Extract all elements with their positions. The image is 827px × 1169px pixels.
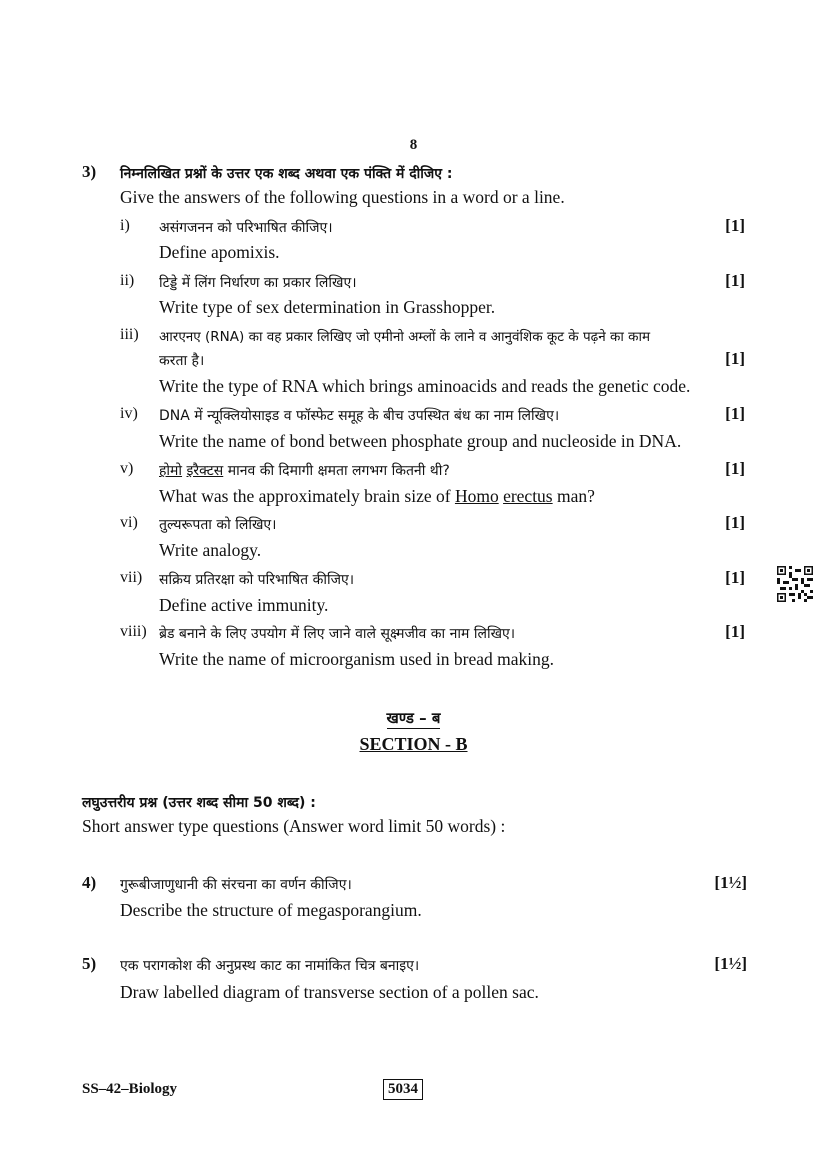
item-marks: [1] xyxy=(725,271,745,290)
item-english: Write type of sex determination in Grasshopper. xyxy=(159,297,496,317)
item-hindi-line2: करता है। xyxy=(159,353,205,369)
question-english: Give the answers of the following questions in a word or a line. xyxy=(120,187,565,207)
item-roman: iii) xyxy=(120,326,139,343)
hindi-genus-homo: होमो xyxy=(159,463,183,479)
section-title-hindi: खण्ड – ब xyxy=(386,709,441,727)
question-hindi: गुरूबीजाणुधानी की संरचना का वर्णन कीजिए। xyxy=(120,877,352,893)
item-marks: [1] xyxy=(725,349,745,368)
item-hindi: DNA में न्यूक्लियोसाइड व फॉस्फेट समूह के बीच उपस्थित बंध का नाम लिखिए। xyxy=(159,408,560,424)
item-marks: [1] xyxy=(725,459,745,478)
qr-code-icon xyxy=(777,566,813,602)
item-hindi: असंगजनन को परिभाषित कीजिए। xyxy=(159,220,333,236)
hindi-rest: मानव की दिमागी क्षमता लगभग कितनी थी? xyxy=(227,463,450,479)
footer-paper-code: SS–42–Biology xyxy=(82,1081,178,1097)
item-marks: [1] xyxy=(725,513,745,532)
item-hindi: सक्रिय प्रतिरक्षा को परिभाषित कीजिए। xyxy=(159,572,355,588)
item-english: Define apomixis. xyxy=(159,242,280,262)
item-english: Define active immunity. xyxy=(159,595,329,615)
question-marks: [1½] xyxy=(714,873,747,892)
question-marks: [1½] xyxy=(714,954,747,973)
item-english: Write the name of microorganism used in bread making. xyxy=(159,649,555,669)
item-hindi: तुल्यरूपता को लिखिए। xyxy=(159,517,277,533)
question-english: Draw labelled diagram of transverse section of a pollen sac. xyxy=(120,982,539,1002)
footer-page-code-box: 5034 xyxy=(383,1079,423,1100)
section-heading-english xyxy=(0,734,827,755)
item-roman: viii) xyxy=(120,623,147,640)
question-number: 3) xyxy=(82,162,97,181)
item-marks: [1] xyxy=(725,404,745,423)
item-english: Write the name of bond between phosphate group and nucleoside in DNA. xyxy=(159,431,682,451)
item-marks: [1] xyxy=(725,622,745,641)
item-hindi: टिड्डे में लिंग निर्धारण का प्रकार लिखिए। xyxy=(159,275,357,291)
item-roman: vii) xyxy=(120,569,143,586)
item-english: Write analogy. xyxy=(159,540,262,560)
instruction-hindi: लघुउत्तरीय प्रश्न (उत्तर शब्द सीमा 50 शब्द) : xyxy=(82,795,316,811)
section-title-english: SECTION - B xyxy=(359,734,468,754)
english-genus-homo: Homo xyxy=(454,486,499,506)
item-roman: ii) xyxy=(120,272,135,289)
hindi-species-erectus: इरैक्टस xyxy=(186,463,224,479)
item-hindi-line1: आरएनए (RNA) का वह प्रकार लिखिए जो एमीनो अम्लों के लाने व आनुवंशिक कूट के पढ़ने का काम xyxy=(159,329,651,345)
item-roman: vi) xyxy=(120,514,138,531)
page-number: 8 xyxy=(409,137,418,153)
question-hindi: एक परागकोश की अनुप्रस्थ काट का नामांकित चित्र बनाइए। xyxy=(120,958,420,974)
question-number: 5) xyxy=(82,954,97,973)
item-marks: [1] xyxy=(725,216,745,235)
question-english: Describe the structure of megasporangium. xyxy=(120,900,422,920)
section-heading-hindi xyxy=(0,708,827,728)
item-english xyxy=(159,486,595,507)
english-pre: What was the approximately brain size of xyxy=(159,486,451,506)
english-species-erectus: erectus xyxy=(503,486,553,506)
question-number: 4) xyxy=(82,873,97,892)
item-hindi xyxy=(159,461,450,480)
item-english: Write the type of RNA which brings aminoacids and reads the genetic code. xyxy=(159,376,691,396)
item-hindi: ब्रेड बनाने के लिए उपयोग में लिए जाने वाले सूक्ष्मजीव का नाम लिखिए। xyxy=(159,626,516,642)
instruction-english: Short answer type questions (Answer word limit 50 words) : xyxy=(82,816,506,836)
item-roman: v) xyxy=(120,460,134,477)
item-roman: iv) xyxy=(120,405,138,422)
item-roman: i) xyxy=(120,217,130,234)
question-hindi: निम्नलिखित प्रश्नों के उत्तर एक शब्द अथवा एक पंक्ति में दीजिए : xyxy=(120,166,453,182)
english-post: man? xyxy=(557,486,595,506)
item-marks: [1] xyxy=(725,568,745,587)
